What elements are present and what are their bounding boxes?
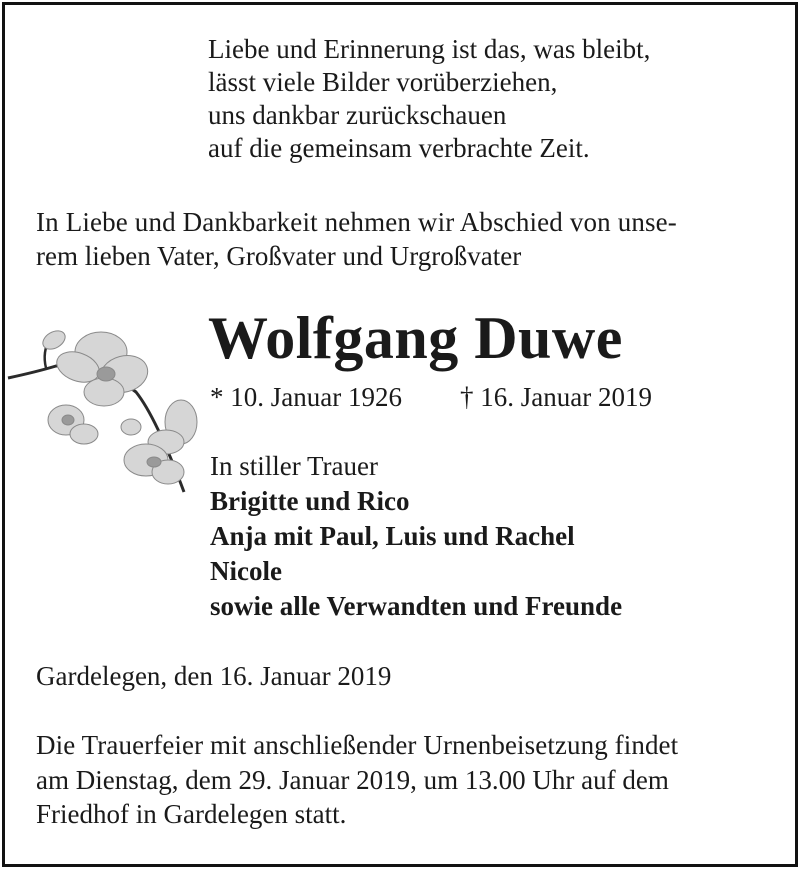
mourner-name: sowie alle Verwandten und Freunde — [210, 591, 623, 621]
mourner-name: Nicole — [210, 556, 282, 586]
mourners-heading: In stiller Trauer — [210, 451, 378, 481]
intro-line: In Liebe und Dankbarkeit nehmen wir Abschied von unse- — [36, 207, 677, 237]
death-date: † 16. Januar 2019 — [460, 382, 652, 412]
deceased-name: Wolfgang Duwe — [208, 305, 623, 371]
intro-line: rem lieben Vater, Großvater und Urgroßvater — [36, 241, 522, 271]
orchid-flower-icon — [6, 322, 206, 497]
poem-line: auf die gemeinsam verbrachte Zeit. — [208, 133, 590, 163]
funeral-line: am Dienstag, dem 29. Januar 2019, um 13.00 Uhr auf dem — [36, 765, 669, 795]
poem-line: lässt viele Bilder vorüberziehen, — [208, 67, 558, 97]
poem-line: Liebe und Erinnerung ist das, was bleibt, — [208, 34, 651, 64]
funeral-line: Die Trauerfeier mit anschließender Urnenbeisetzung findet — [36, 730, 679, 760]
poem-line: uns dankbar zurückschauen — [208, 100, 507, 130]
mourner-name: Brigitte und Rico — [210, 486, 410, 516]
birth-date: * 10. Januar 1926 — [210, 382, 402, 412]
funeral-line: Friedhof in Gardelegen statt. — [36, 799, 347, 829]
mourner-name: Anja mit Paul, Luis und Rachel — [210, 521, 575, 551]
place-date: Gardelegen, den 16. Januar 2019 — [36, 661, 392, 691]
